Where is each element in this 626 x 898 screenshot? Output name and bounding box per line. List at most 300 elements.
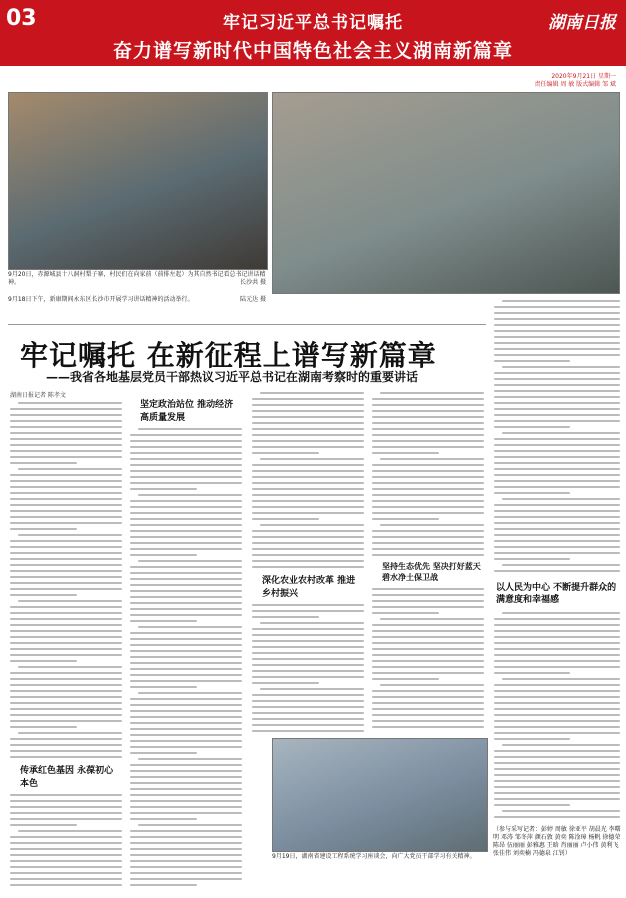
text-line <box>130 542 242 544</box>
text-line <box>372 654 484 656</box>
text-line <box>494 732 620 734</box>
text-line <box>10 714 122 716</box>
text-line <box>130 488 197 490</box>
text-line <box>494 504 620 506</box>
text-line <box>494 420 620 422</box>
text-line <box>372 530 484 532</box>
text-line <box>372 554 484 556</box>
text-line <box>494 336 620 338</box>
article-byline: 湖南日报记者 陈孝文 <box>10 392 66 399</box>
text-line <box>494 312 620 314</box>
text-line <box>494 390 620 392</box>
text-line <box>380 618 484 620</box>
text-line <box>494 552 620 554</box>
text-line <box>130 434 242 436</box>
text-line <box>10 564 122 566</box>
text-line <box>502 810 620 812</box>
text-line <box>494 624 620 626</box>
text-line <box>372 542 484 544</box>
text-line <box>494 444 620 446</box>
text-line <box>252 548 364 550</box>
text-line <box>252 506 364 508</box>
text-line <box>252 712 364 714</box>
photo-caption-1 <box>8 271 266 287</box>
text-line <box>372 648 484 650</box>
newspaper-logo: 湖南日报 <box>548 13 616 33</box>
text-line <box>494 798 620 800</box>
text-line <box>10 456 122 458</box>
text-line <box>252 398 364 400</box>
text-line <box>502 432 620 434</box>
text-line <box>372 702 484 704</box>
text-line <box>10 618 122 620</box>
text-line <box>130 800 242 802</box>
text-line <box>10 582 122 584</box>
text-line <box>380 458 484 460</box>
text-line <box>252 464 364 466</box>
article-subhead: ——我省各地基层党员干部热议习近平总书记在湖南考察时的重要讲话 <box>46 370 419 384</box>
section-heading: 坚持生态优先 坚决打好蓝天碧水净土保卫战 <box>382 562 481 582</box>
text-line <box>494 570 620 572</box>
photo-caption-4 <box>272 853 486 861</box>
text-line <box>138 494 242 496</box>
text-line <box>130 752 197 754</box>
text-line <box>494 528 620 530</box>
text-line <box>252 518 319 520</box>
text-line <box>494 372 620 374</box>
text-line <box>130 728 242 730</box>
text-line <box>10 738 122 740</box>
body-column-5 <box>494 300 620 580</box>
text-line <box>372 476 484 478</box>
text-line <box>372 726 484 728</box>
text-line <box>10 836 122 838</box>
text-line <box>494 720 620 722</box>
text-line <box>10 438 122 440</box>
text-line <box>130 866 242 868</box>
text-line <box>494 360 570 362</box>
text-line <box>494 546 620 548</box>
text-line <box>252 664 364 666</box>
text-line <box>10 750 122 752</box>
text-line <box>10 696 122 698</box>
text-line <box>372 630 484 632</box>
text-line <box>372 434 484 436</box>
text-line <box>372 422 484 424</box>
text-line <box>372 506 484 508</box>
body-column-3 <box>252 392 364 732</box>
text-line <box>130 638 242 640</box>
text-line <box>372 446 484 448</box>
section-heading: 传承红色基因 永葆初心本色 <box>20 766 114 789</box>
text-line <box>10 480 122 482</box>
text-line <box>372 588 484 590</box>
text-line <box>252 488 364 490</box>
text-line <box>494 510 620 512</box>
text-line <box>252 482 364 484</box>
text-line <box>130 764 242 766</box>
text-line <box>494 456 620 458</box>
article-headline: 牢记嘱托 在新征程上谱写新篇章 <box>20 339 437 372</box>
text-line <box>372 518 439 520</box>
text-line <box>494 474 620 476</box>
text-line <box>10 420 122 422</box>
text-line <box>252 530 364 532</box>
text-line <box>138 758 242 760</box>
text-line <box>10 594 77 596</box>
text-line <box>130 836 242 838</box>
text-line <box>372 672 484 674</box>
text-line <box>252 452 319 454</box>
text-line <box>494 672 570 674</box>
text-line <box>252 494 364 496</box>
text-line <box>252 422 364 424</box>
text-line <box>130 854 242 856</box>
text-line <box>130 842 242 844</box>
text-line <box>130 782 242 784</box>
text-line <box>130 470 242 472</box>
text-line <box>130 452 242 454</box>
text-line <box>494 714 620 716</box>
text-line <box>252 610 364 612</box>
text-line <box>18 402 122 404</box>
text-line <box>130 620 197 622</box>
text-line <box>18 600 122 602</box>
text-line <box>130 812 242 814</box>
text-line <box>252 730 364 732</box>
text-line <box>130 746 242 748</box>
text-line <box>10 756 122 758</box>
text-line <box>494 408 620 410</box>
text-line <box>372 404 484 406</box>
text-line <box>380 684 484 686</box>
text-line <box>130 464 242 466</box>
text-line <box>260 458 364 460</box>
text-line <box>494 762 620 764</box>
text-line <box>130 740 242 742</box>
body-column-2 <box>130 392 242 890</box>
text-line <box>502 564 620 566</box>
text-line <box>252 640 364 642</box>
text-line <box>10 726 77 728</box>
text-line <box>252 700 364 702</box>
text-line <box>494 774 620 776</box>
text-line <box>494 708 620 710</box>
text-line <box>130 734 242 736</box>
text-line <box>130 650 242 652</box>
text-line <box>494 780 620 782</box>
text-line <box>372 548 484 550</box>
text-line <box>130 818 197 820</box>
text-line <box>10 510 122 512</box>
text-line <box>380 392 484 394</box>
text-line <box>494 618 620 620</box>
text-line <box>252 428 364 430</box>
text-line <box>130 608 242 610</box>
text-line <box>10 522 122 524</box>
body-column-1 <box>10 402 122 890</box>
text-line <box>10 684 122 686</box>
text-line <box>494 816 620 818</box>
text-line <box>494 324 620 326</box>
text-line <box>372 678 439 680</box>
text-line <box>494 516 620 518</box>
text-line <box>252 410 364 412</box>
text-line <box>10 546 122 548</box>
page-number: 03 <box>6 6 37 31</box>
dateline <box>534 73 616 89</box>
text-line <box>502 366 620 368</box>
text-line <box>372 428 484 430</box>
text-line <box>252 566 364 568</box>
text-line <box>372 612 439 614</box>
text-line <box>138 692 242 694</box>
text-line <box>138 626 242 628</box>
text-line <box>18 534 122 536</box>
text-line <box>372 624 484 626</box>
body-column-6 <box>494 612 620 822</box>
text-line <box>10 528 77 530</box>
text-line <box>130 524 242 526</box>
text-line <box>10 842 122 844</box>
text-line <box>494 726 620 728</box>
text-line <box>10 690 122 692</box>
text-line <box>10 648 122 650</box>
text-line <box>252 470 364 472</box>
text-line <box>494 702 620 704</box>
text-line <box>252 446 364 448</box>
text-line <box>494 666 620 668</box>
text-line <box>372 536 484 538</box>
text-line <box>130 680 242 682</box>
text-line <box>252 670 364 672</box>
text-line <box>494 384 620 386</box>
text-line <box>130 644 242 646</box>
text-line <box>10 474 122 476</box>
text-line <box>372 642 484 644</box>
text-line <box>10 450 122 452</box>
text-line <box>130 512 242 514</box>
text-line <box>252 682 319 684</box>
text-line <box>494 648 620 650</box>
text-line <box>494 402 620 404</box>
text-line <box>130 776 242 778</box>
text-line <box>10 860 122 862</box>
text-line <box>372 416 484 418</box>
text-line <box>252 676 364 678</box>
text-line <box>494 768 620 770</box>
text-line <box>494 636 620 638</box>
text-line <box>10 408 122 410</box>
text-line <box>494 330 620 332</box>
text-line <box>252 440 364 442</box>
text-line <box>502 300 620 302</box>
text-line <box>130 656 242 658</box>
text-line <box>494 462 620 464</box>
text-line <box>494 378 620 380</box>
text-line <box>130 770 242 772</box>
text-line <box>494 438 620 440</box>
text-line <box>260 688 364 690</box>
text-line <box>372 666 484 668</box>
text-line <box>130 500 242 502</box>
text-line <box>10 744 122 746</box>
text-line <box>10 630 122 632</box>
text-line <box>10 606 122 608</box>
text-line <box>10 678 122 680</box>
text-line <box>260 392 364 394</box>
text-line <box>130 530 242 532</box>
text-line <box>372 410 484 412</box>
text-line <box>130 566 242 568</box>
text-line <box>138 428 242 430</box>
text-line <box>494 426 570 428</box>
text-line <box>372 708 484 710</box>
text-line <box>252 542 364 544</box>
city-photo <box>272 738 488 852</box>
text-line <box>130 614 242 616</box>
text-line <box>494 756 620 758</box>
text-line <box>494 684 620 686</box>
text-line <box>252 724 364 726</box>
text-line <box>494 306 620 308</box>
reporter-credits: （参与采写记者：彭婷 周敏 徐亚平 胡晨光 李曙明 邓涛 邹冬萍 颜石敦 黄奕 陈淦璋 杨帆 徐德荣 陈昂 伍丽丽 彭雅惠 王晗 肖丽丽 卢小伟 黄利飞 张佳伟 刘奕楠 冯德泉 江钊） <box>493 826 621 857</box>
text-line <box>372 398 484 400</box>
text-line <box>130 698 242 700</box>
text-line <box>130 578 242 580</box>
text-line <box>252 694 364 696</box>
text-line <box>372 636 484 638</box>
text-line <box>494 348 620 350</box>
text-line <box>372 696 484 698</box>
text-line <box>494 492 570 494</box>
text-line <box>252 434 364 436</box>
text-line <box>130 596 242 598</box>
section-heading: 坚定政治站位 推动经济高质量发展 <box>140 400 234 423</box>
text-line <box>18 732 122 734</box>
text-line <box>502 612 620 614</box>
text-line <box>10 636 122 638</box>
text-line <box>494 642 620 644</box>
text-line <box>130 788 242 790</box>
text-line <box>372 594 484 596</box>
text-line <box>130 632 242 634</box>
text-line <box>494 480 620 482</box>
text-line <box>494 690 620 692</box>
text-line <box>494 522 620 524</box>
text-line <box>494 630 620 632</box>
text-line <box>372 500 484 502</box>
text-line <box>10 702 122 704</box>
text-line <box>10 462 77 464</box>
text-line <box>10 552 122 554</box>
text-line <box>10 708 122 710</box>
text-line <box>372 464 484 466</box>
text-line <box>130 794 242 796</box>
divider <box>8 324 486 325</box>
text-line <box>494 342 620 344</box>
text-line <box>10 486 122 488</box>
text-line <box>130 872 242 874</box>
text-line <box>10 848 122 850</box>
text-line <box>10 854 122 856</box>
column-title-1: 牢记习近平总书记嘱托 <box>223 13 403 33</box>
text-line <box>10 884 122 886</box>
text-line <box>252 536 364 538</box>
text-line <box>494 660 620 662</box>
photo-author: 陆元达 摄 <box>240 296 266 303</box>
text-line <box>10 812 122 814</box>
text-line <box>10 504 122 506</box>
text-line <box>372 452 439 454</box>
text-line <box>18 666 122 668</box>
text-line <box>260 524 364 526</box>
text-line <box>502 744 620 746</box>
text-line <box>10 872 122 874</box>
text-line <box>10 414 122 416</box>
photo-caption-3 <box>8 296 266 304</box>
text-line <box>252 718 364 720</box>
text-line <box>130 584 242 586</box>
text-line <box>130 668 242 670</box>
text-line <box>252 476 364 478</box>
text-line <box>494 654 620 656</box>
text-line <box>252 658 364 660</box>
text-line <box>130 704 242 706</box>
text-line <box>130 710 242 712</box>
text-line <box>130 536 242 538</box>
text-line <box>502 678 620 680</box>
text-line <box>252 500 364 502</box>
text-line <box>494 786 620 788</box>
date-text: 2020年9月21日 星期一 <box>551 73 616 80</box>
text-line <box>130 458 242 460</box>
text-line <box>138 824 242 826</box>
text-line <box>10 624 122 626</box>
text-line <box>130 590 242 592</box>
text-line <box>372 720 484 722</box>
photo-caption-text: 9月18日下午，新康期间永东区长沙市开展学习讲话精神的活动举行。 <box>8 296 194 303</box>
photo-caption-text: 9月20日，赤源城县十八洞村梨子寨，村民们在向家前（前排左起）为其自然书记看总书记讲话精神。 <box>8 271 266 286</box>
text-line <box>252 706 364 708</box>
text-line <box>130 830 242 832</box>
text-line <box>494 414 620 416</box>
text-line <box>10 498 122 500</box>
text-line <box>18 830 122 832</box>
text-line <box>380 524 484 526</box>
text-line <box>10 426 122 428</box>
text-line <box>252 560 364 562</box>
photo-caption-text: 9月19日，湖南省建设工程系统学习座谈会，向广大党员干部学习有关精神。 <box>272 853 476 860</box>
text-line <box>494 540 620 542</box>
text-line <box>372 482 484 484</box>
editors-text: 责任编辑 周 敏 版式编辑 邹 斌 <box>534 81 616 88</box>
text-line <box>130 602 242 604</box>
text-line <box>10 824 77 826</box>
text-line <box>18 468 122 470</box>
ceremony-photo <box>272 92 620 294</box>
text-line <box>10 720 122 722</box>
text-line <box>494 558 570 560</box>
text-line <box>494 354 620 356</box>
text-line <box>138 560 242 562</box>
text-line <box>252 646 364 648</box>
village-elders-photo <box>8 92 268 270</box>
section-heading: 深化农业农村改革 推进乡村振兴 <box>262 576 356 599</box>
text-line <box>372 440 484 442</box>
photo-author: 长沙共 摄 <box>240 279 266 286</box>
text-line <box>372 488 484 490</box>
